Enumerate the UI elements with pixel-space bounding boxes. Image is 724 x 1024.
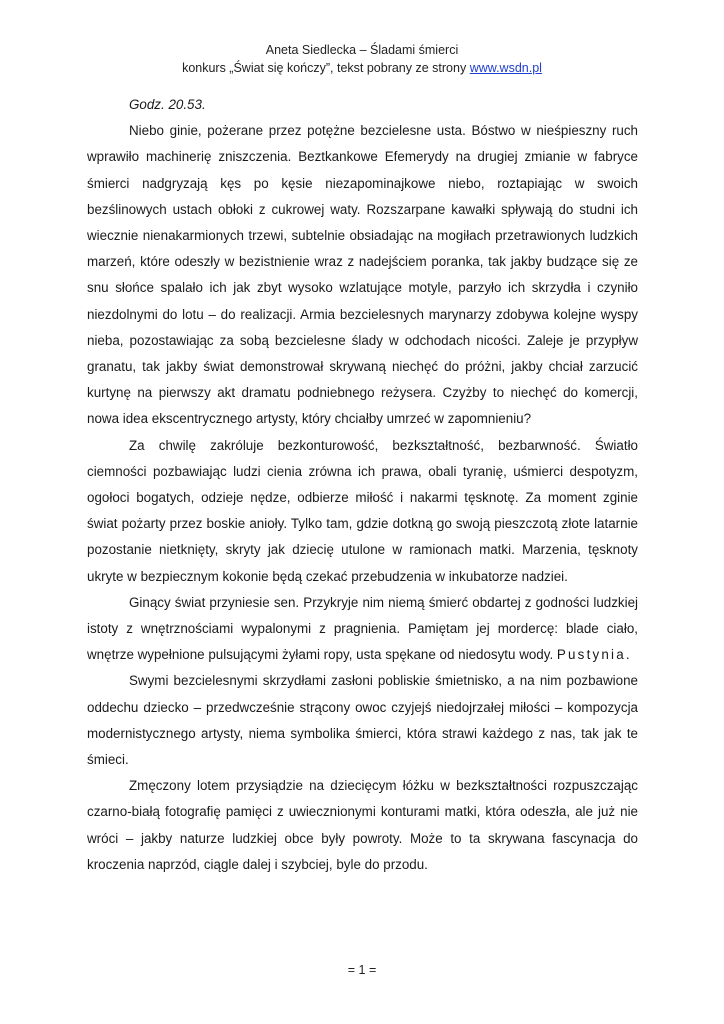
header-source-line xyxy=(0,59,724,77)
header-author-title: Aneta Siedlecka – Śladami śmierci xyxy=(265,43,459,57)
header-source-text: konkurs „Świat się kończy”, tekst pobrany ze strony xyxy=(182,61,470,75)
paragraph-1: Niebo ginie, pożerane przez potężne bezcielesne usta. Bóstwo w nieśpieszny ruch wprawiło machinerię zniszczenia. Beztkankowe Efemerydy na drugiej zmianie w fabryce śmierci nadgryzają kęs po kęsie niezapominajkowe niebo, roztapiając w swoich bezślinowych ustach obłoki z cukrowej waty. Rozszarpane kawałki spływają do studni ich wiecznie nienakarmionych trzewi, subtelnie obsiadając na mogiłach przetrawionych ludzkich marzeń, które odeszły w bezistnienie wraz z nadejściem poranka, tak jakby budzące się ze snu słońce spalało ich jak zbyt wysoko wzlatujące motyle, parzyło ich skrzydła i czyniło niezdolnymi do lotu – do realizacji. Armia bezcielesnych marynarzy zdobywa kolejne wyspy nieba, pozostawiając za sobą bezcielesne ślady w odchodach nicości. Zaleje je przypływ granatu, tak jakby świat demonstrował skrywaną niechęć do próżni, jakby chciał zarzucić kurtynę na pierwszy akt dramatu podniebnego reżysera. Czyżby to niechęć do komercji, nowa idea ekscentrycznego artysty, który chciałby umrzeć w zapomnieniu? xyxy=(87,123,638,427)
paragraph-3-text: Ginący świat przyniesie sen. Przykryje nim niemą śmierć obdartej z godności ludzkiej istoty z wnętrznościami wypalonymi z pragnienia. Pamiętam jej mordercę: blade ciało, wnętrze wypełnione pulsującymi żyłami ropy, usta spękane od niedosytu wody. xyxy=(87,594,638,663)
paragraph-3-spaced-word: Pustynia. xyxy=(556,647,632,663)
time-stamp: Godz. 20.53. xyxy=(129,97,206,112)
document-body xyxy=(87,92,638,878)
paragraph-2: Za chwilę zakróluje bezkonturowość, bezkształtność, bezbarwność. Światło ciemności pozbawiając ludzi cienia zrówna ich prawa, obali tyranię, uśmierci despotyzm, ogołoci bogatych, odzieje nędze, odbierze miłość i nakarmi tęsknotę. Za moment zginie świat pożarty przez boskie anioły. Tylko tam, gdzie dotkną go swoją pieszczotą złote latarnie pozostanie nietknięty, skryty jak dziecię utulone w ramionach matki. Marzenia, tęsknoty ukryte w bezpiecznym kokonie będą czekać przebudzenia w inkubatorze nadziei. xyxy=(87,437,638,584)
paragraph-5: Zmęczony lotem przysiądzie na dziecięcym łóżku w bezkształtności rozpuszczając czarno-białą fotografię pamięci z uwiecznionymi konturami matki, która odeszła, ale już nie wróci – jakby naturze ludzkiej obce były powroty. Może to ta skrywana fascynacja do kroczenia naprzód, ciągle dalej i szybciej, byle do przodu. xyxy=(87,778,638,872)
paragraph-4: Swymi bezcielesnymi skrzydłami zasłoni pobliskie śmietnisko, a na nim pozbawione oddechu dziecko – przedwcześnie strącony owoc czyjejś niedojrzałej miłości – kompozycja modernistycznego artysty, niema symbolika śmierci, która strawi każdego z nas, tak jak te śmieci. xyxy=(87,673,638,768)
page-header xyxy=(0,41,724,77)
paragraph-3 xyxy=(87,590,638,669)
source-link[interactable]: www.wsdn.pl xyxy=(469,61,542,75)
page-number: = 1 = xyxy=(347,963,377,977)
